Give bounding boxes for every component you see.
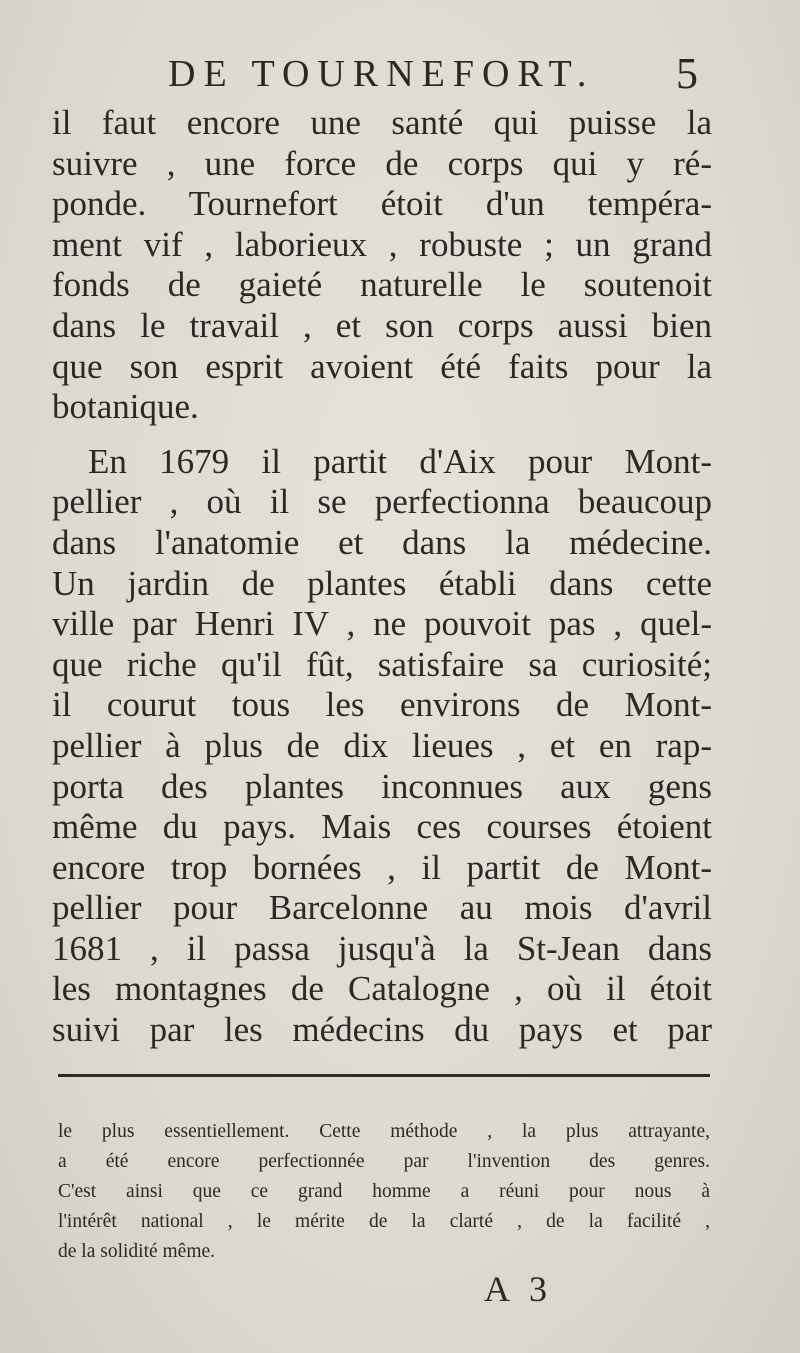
text-line: fonds de gaieté naturelle le soutenoit	[52, 265, 712, 305]
page-number: 5	[676, 49, 698, 98]
footnote-line: le plus essentiellement. Cette méthode , la plus attrayante,	[58, 1121, 710, 1142]
running-head	[0, 49, 800, 102]
signature-mark: A 3	[484, 1269, 554, 1309]
running-title: DE TOURNEFORT.	[168, 53, 595, 95]
text-line: ment vif , laborieux , robuste ; un grand	[52, 224, 712, 264]
text-line: pellier , où il se perfectionna beaucoup	[52, 482, 712, 522]
footnote-line: de la solidité même.	[58, 1241, 216, 1262]
footnote-line: l'intérêt national , le mérite de la clarté , de la facilité ,	[58, 1211, 710, 1232]
text-line: les montagnes de Catalogne , où il étoit	[52, 969, 712, 1009]
footnote-line: C'est ainsi que ce grand homme a réuni pour nous à	[58, 1181, 710, 1202]
text-line: suivre , une force de corps qui y ré-	[52, 143, 712, 183]
text-line: ponde. Tournefort étoit d'un tempéra-	[52, 184, 712, 224]
text-line: 1681 , il passa jusqu'à la St-Jean dans	[52, 928, 712, 968]
text-line: il courut tous les environs de Mont-	[52, 685, 712, 725]
text-line: que son esprit avoient été faits pour la	[52, 346, 712, 386]
text-line: En 1679 il partit d'Aix pour Mont-	[88, 441, 712, 481]
main-text	[52, 103, 712, 1051]
text-line: il faut encore une santé qui puisse la	[52, 103, 712, 142]
footnote-line: a été encore perfectionnée par l'invention des genres.	[58, 1151, 710, 1172]
text-line: Un jardin de plantes établi dans cette	[52, 563, 712, 603]
text-line: dans l'anatomie et dans la médecine.	[52, 522, 712, 562]
text-line: encore trop bornées , il partit de Mont-	[52, 847, 712, 887]
text-line: pellier à plus de dix lieues , et en rap-	[52, 725, 712, 765]
footnote-divider	[58, 1074, 710, 1077]
text-line: même du pays. Mais ces courses étoient	[52, 807, 712, 847]
text-line: porta des plantes inconnues aux gens	[52, 766, 712, 806]
text-line: botanique.	[52, 387, 199, 427]
text-line: suivi par les médecins du pays et par	[52, 1010, 712, 1050]
text-line: pellier pour Barcelonne au mois d'avril	[52, 888, 712, 928]
text-line: ville par Henri IV , ne pouvoit pas , quel-	[52, 604, 712, 644]
text-line: que riche qu'il fût, satisfaire sa curiosité;	[52, 644, 712, 684]
footnote	[58, 1117, 710, 1267]
text-line: dans le travail , et son corps aussi bien	[52, 305, 712, 345]
